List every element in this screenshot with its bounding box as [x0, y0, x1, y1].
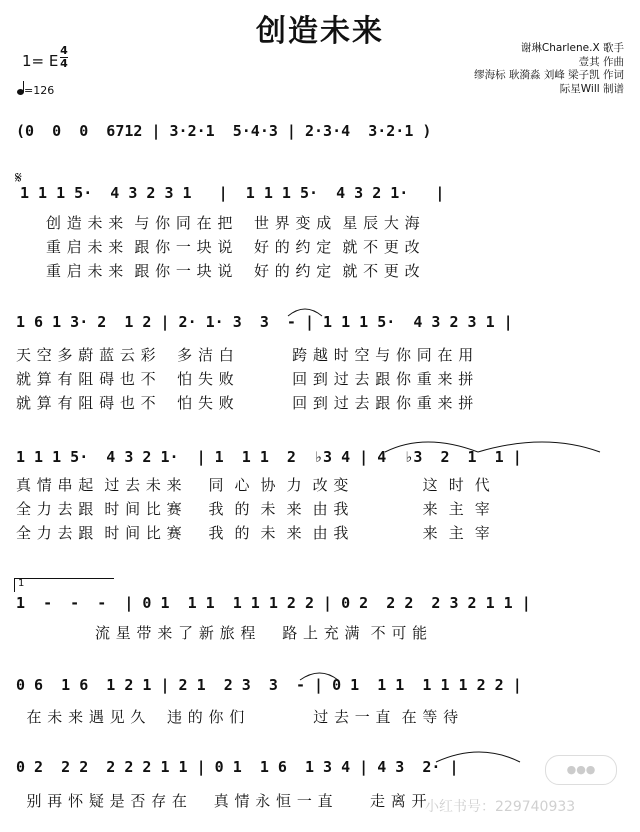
- lyric-row-2-verse-2: 就 算 有 阻 碍 也 不 怕 失 败 回 到 过 去 跟 你 重 来 拼: [16, 370, 474, 388]
- lyric-row-2-verse-1: 天 空 多 蔚 蓝 云 彩 多 洁 白 跨 越 时 空 与 你 同 在 用: [16, 346, 474, 364]
- lyric-row-1-verse-3: 重 启 未 来 跟 你 一 块 说 好 的 约 定 就 不 更 改: [46, 262, 421, 280]
- lyric-row-3-verse-2: 全 力 去 跟 时 间 比 赛 我 的 未 来 由 我 来 主 宰: [16, 500, 491, 518]
- tempo-value: =126: [24, 84, 55, 97]
- lyric-row-5: 在 未 来 遇 见 久 违 的 你 们 过 去 一 直 在 等 待: [16, 708, 459, 726]
- lyric-row-2-verse-3: 就 算 有 阻 碍 也 不 怕 失 败 回 到 过 去 跟 你 重 来 拼: [16, 394, 474, 412]
- volta-number: 1: [18, 578, 25, 589]
- watermark-logo: ●●●: [545, 755, 617, 785]
- credit-composer: 壹其 作曲: [578, 55, 624, 68]
- slur-1: [288, 309, 322, 316]
- notation-row-5: 0 6 1 6 1 2 1 | 2 1 2 3 3 - | 0 1 1 1 1 1 1 2 2 |: [16, 676, 522, 694]
- slur-4: [300, 673, 338, 680]
- lyric-row-1-verse-1: 创 造 未 来 与 你 同 在 把 世 界 变 成 星 辰 大 海: [46, 214, 421, 232]
- time-signature-top: 4: [60, 44, 68, 57]
- lyric-row-1-verse-2: 重 启 未 来 跟 你 一 块 说 好 的 约 定 就 不 更 改: [46, 238, 421, 256]
- lyric-row-3-verse-1: 真 情 串 起 过 去 未 来 同 心 协 力 改 变 这 时 代: [16, 476, 491, 494]
- lyric-row-3-verse-3: 全 力 去 跟 时 间 比 赛 我 的 未 来 由 我 来 主 宰: [16, 524, 491, 542]
- notation-row-4: 1 - - - | 0 1 1 1 1 1 1 2 2 | 0 2 2 2 2 3 2 1 1 |: [16, 594, 531, 612]
- time-signature-bottom: 4: [60, 57, 68, 70]
- intro-notes: (0 0 0 6712 | 3·2·1 5·4·3 | 2·3·4 3·2·1 ): [16, 122, 432, 140]
- slur-5: [436, 752, 520, 762]
- segno-icon: 𝄋: [15, 168, 22, 187]
- notation-row-2: 1 6 1 3· 2 1 2 | 2· 1· 3 3 - | 1 1 1 5· 4 3 2 3 1 |: [16, 313, 513, 331]
- slur-3: [478, 442, 600, 452]
- slur-2: [385, 442, 478, 452]
- lyric-row-6: 别 再 怀 疑 是 否 存 在 真 情 永 恒 一 直 走 离 开: [16, 792, 428, 810]
- credit-lyricist: 缪海标 耿漪淼 刘峰 梁子凯 作词: [474, 69, 624, 82]
- credit-singer: 谢琳Charlene.X 歌手: [520, 42, 624, 54]
- lyric-row-4: 流 星 带 来 了 新 旅 程 路 上 充 满 不 可 能: [16, 624, 428, 642]
- notation-row-1: 1 1 1 5· 4 3 2 3 1 | 1 1 1 5· 4 3 2 1· |: [20, 184, 445, 202]
- song-title: 创造未来: [256, 14, 384, 49]
- notation-row-3: 1 1 1 5· 4 3 2 1· | 1 1 1 2 ♭3 4 | 4 ♭3 2 1 1 |: [16, 448, 522, 466]
- key-signature: 1= E: [22, 52, 59, 70]
- watermark-text: 小红书号：229740933: [425, 799, 576, 815]
- credit-transcriber: 际星Will 制谱: [559, 83, 624, 96]
- notation-row-6: 0 2 2 2 2 2 2 1 1 | 0 1 1 6 1 3 4 | 4 3 2· |: [16, 758, 459, 776]
